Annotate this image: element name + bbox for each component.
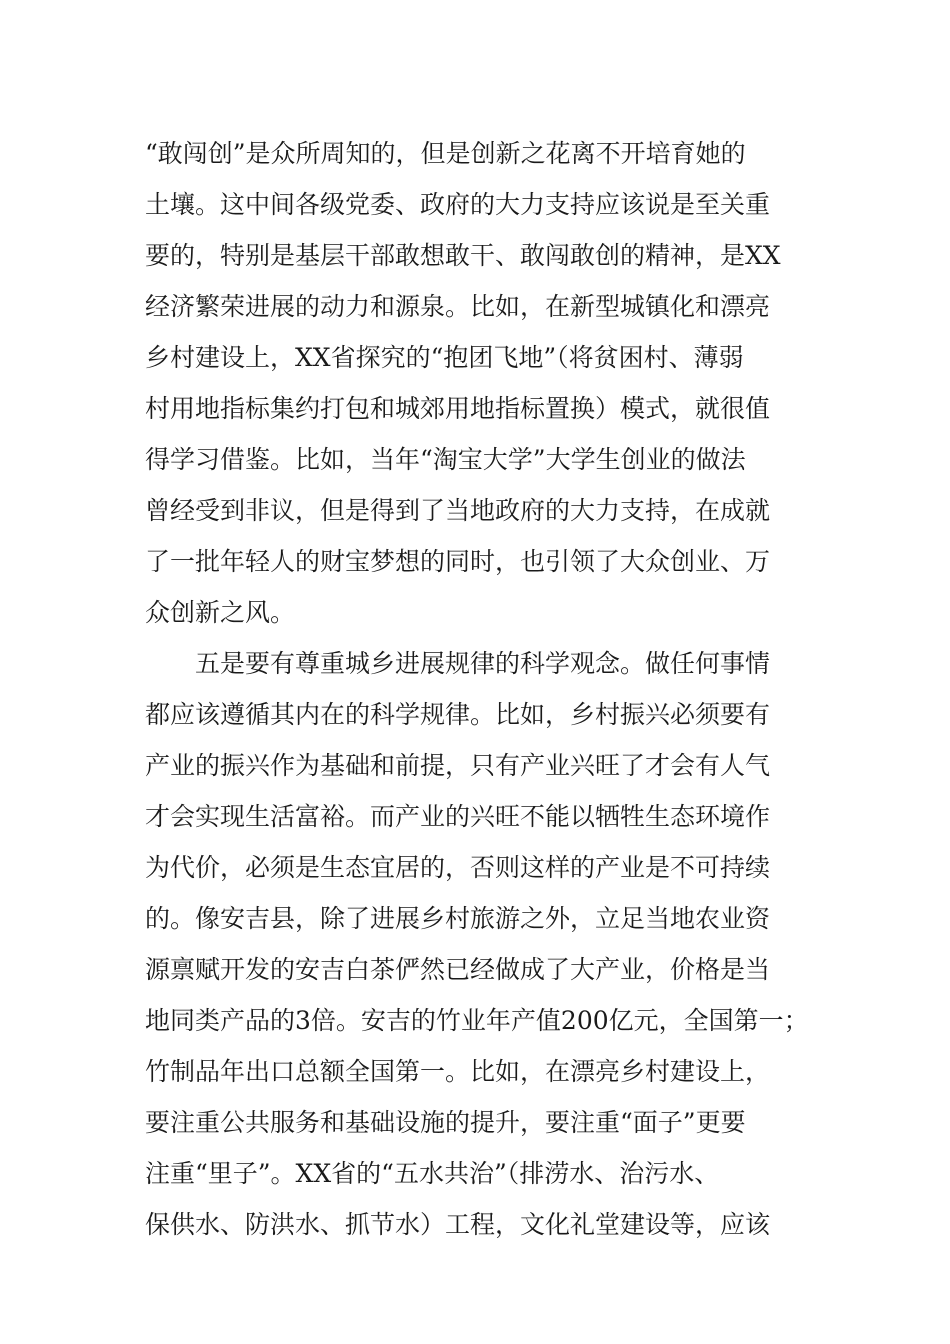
text-line: 乡村建设上，XX省探究的“抱团飞地”（将贫困村、薄弱: [145, 343, 744, 372]
text-line: 众创新之风。: [145, 598, 296, 627]
text-line: 都应该遵循其内在的科学规律。比如，乡村振兴必须要有: [145, 700, 771, 729]
text-line: 土壤。这中间各级党委、政府的大力支持应该说是至关重: [145, 190, 771, 219]
text-line: 源禀赋开发的安吉白茶俨然已经做成了大产业，价格是当: [145, 955, 771, 984]
text-line: 得学习借鉴。比如，当年“淘宝大学”大学生创业的做法: [145, 445, 746, 474]
text-line: 地同类产品的3倍。安吉的竹业年产值200亿元，全国第一；: [145, 1006, 809, 1035]
text-line: 才会实现生活富裕。而产业的兴旺不能以牺牲生态环境作: [145, 802, 771, 831]
text-line: 的。像安吉县，除了进展乡村旅游之外，立足当地农业资: [145, 904, 771, 933]
text-line: 产业的振兴作为基础和前提，只有产业兴旺了才会有人气: [145, 751, 771, 780]
text-line: 竹制品年出口总额全国第一。比如，在漂亮乡村建设上，: [145, 1057, 771, 1086]
paragraph-start-line: 五是要有尊重城乡进展规律的科学观念。做任何事情: [145, 649, 771, 678]
text-line: 经济繁荣进展的动力和源泉。比如，在新型城镇化和漂亮: [145, 292, 771, 321]
text-line: “敢闯创”是众所周知的，但是创新之花离不开培育她的: [145, 139, 746, 168]
text-line: 为代价，必须是生态宜居的，否则这样的产业是不可持续: [145, 853, 771, 882]
text-line: 曾经受到非议，但是得到了当地政府的大力支持，在成就: [145, 496, 771, 525]
text-line: 要注重公共服务和基础设施的提升，要注重“面子”更要: [145, 1108, 746, 1137]
text-line: 要的，特别是基层干部敢想敢干、敢闯敢创的精神，是XX: [145, 241, 781, 270]
text-line: 保供水、防洪水、抓节水）工程，文化礼堂建设等，应该: [145, 1210, 771, 1239]
text-line: 村用地指标集约打包和城郊用地指标置换）模式，就很值: [145, 394, 771, 423]
text-line: 了一批年轻人的财宝梦想的同时，也引领了大众创业、万: [145, 547, 771, 576]
body-text: [145, 128, 825, 1250]
text-line: 注重“里子”。XX省的“五水共治”（排涝水、治污水、: [145, 1159, 720, 1188]
